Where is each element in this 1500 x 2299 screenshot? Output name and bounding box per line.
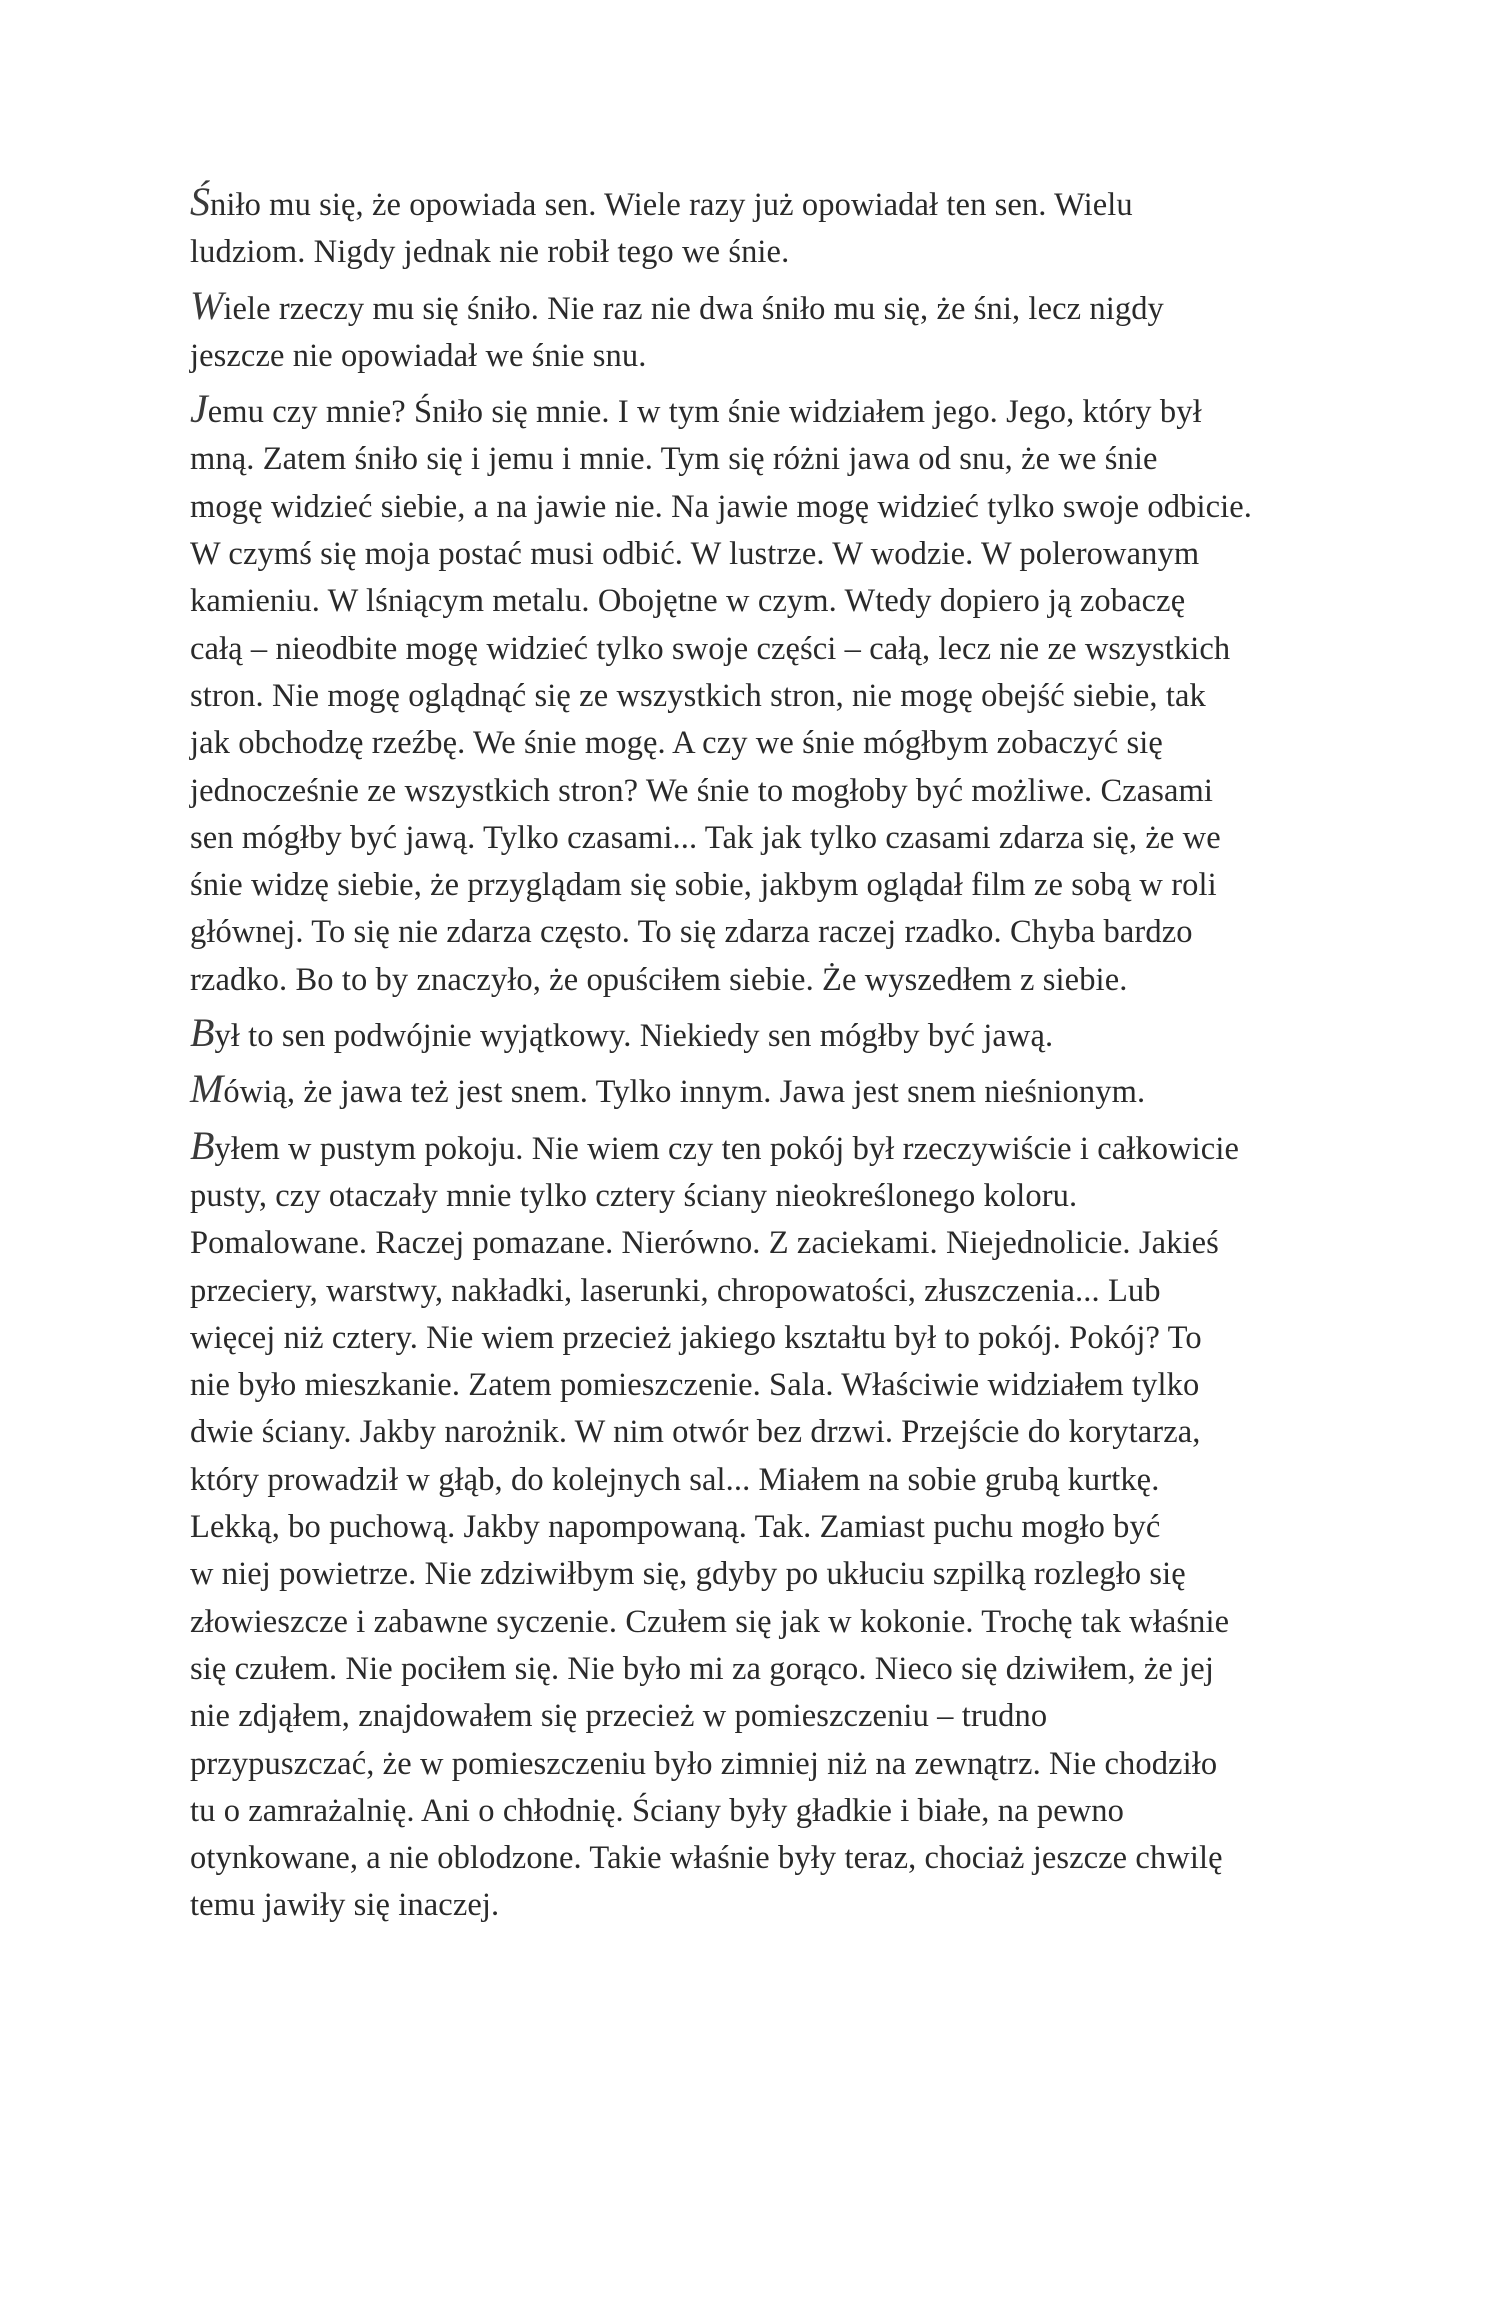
text-line [190, 1457, 1320, 1504]
text-line [190, 1220, 1320, 1267]
paragraph-initial: J [190, 386, 208, 432]
line-text: W czymś się moja postać musi odbić. W lustrze. W wodzie. W polerowanym [190, 536, 1200, 573]
text-line [190, 1599, 1320, 1646]
body-text [190, 178, 1320, 1935]
line-text: nie zdjąłem, znajdowałem się przecież w pomieszczeniu – trudno [190, 1698, 1048, 1735]
line-text: otynkowane, a nie oblodzone. Takie właśnie były teraz, chociaż jeszcze chwilę [190, 1840, 1223, 1877]
line-text: niło mu się, że opowiada sen. Wiele razy już opowiadał ten sen. Wielu [210, 187, 1133, 223]
paragraph-initial: Ś [190, 179, 210, 224]
text-line [190, 436, 1320, 483]
line-text: jednocześnie ze wszystkich stron? We śnie to mogłoby być możliwe. Czasami [190, 772, 1214, 809]
line-text: kamieniu. W lśniącym metalu. Obojętne w czym. Wtedy dopiero ją zobaczę [190, 583, 1186, 620]
text-line [190, 815, 1320, 862]
paragraph [190, 1065, 1320, 1116]
text-line [190, 1741, 1320, 1788]
line-text: temu jawiły się inaczej. [190, 1887, 500, 1924]
line-text: ludziom. Nigdy jednak nie robił tego we śnie. [190, 234, 790, 271]
line-text: w niej powietrze. Nie zdziwiłbym się, gdyby po ukłuciu szpilką rozległo się [190, 1556, 1186, 1593]
text-line [190, 1009, 1320, 1060]
line-text: więcej niż cztery. Nie wiem przecież jakiego kształtu był to pokój. Pokój? To [190, 1319, 1202, 1356]
text-line [190, 1551, 1320, 1598]
text-line [190, 1693, 1320, 1740]
text-line [190, 909, 1320, 956]
line-text: ówią, że jawa też jest snem. Tylko innym. Jawa jest snem nieśnionym. [223, 1074, 1146, 1111]
line-text: iele rzeczy mu się śniło. Nie raz nie dwa śniło mu się, że śni, lecz nigdy [223, 290, 1164, 327]
line-text: głównej. To się nie zdarza często. To się zdarza raczej rzadko. Chyba bardzo [190, 914, 1193, 951]
text-line [190, 1122, 1320, 1173]
text-line [190, 1065, 1320, 1116]
text-line [190, 484, 1320, 531]
text-line [190, 1409, 1320, 1456]
paragraph [190, 178, 1320, 277]
text-line [190, 957, 1320, 1004]
line-text: całą – nieodbite mogę widzieć tylko swoje części – całą, lecz nie ze wszystkich [190, 630, 1231, 667]
paragraph [190, 282, 1320, 381]
line-text: jak obchodzę rzeźbę. We śnie mogę. A czy we śnie mógłbym zobaczyć się [190, 725, 1163, 762]
line-text: się czułem. Nie pociłem się. Nie było mi za gorąco. Nieco się dziwiłem, że jej [190, 1650, 1214, 1687]
line-text: przypuszczać, że w pomieszczeniu było zimniej niż na zewnątrz. Nie chodziło [190, 1745, 1218, 1782]
text-line [190, 1646, 1320, 1693]
text-line [190, 531, 1320, 578]
paragraph [190, 1122, 1320, 1930]
text-line [190, 1504, 1320, 1551]
line-text: sen mógłby być jawą. Tylko czasami... Tak jak tylko czasami zdarza się, że we [190, 819, 1221, 856]
line-text: tu o zamrażalnię. Ani o chłodnię. Ściany były gładkie i białe, na pewno [190, 1792, 1124, 1829]
text-line [190, 720, 1320, 767]
text-line [190, 1882, 1320, 1929]
line-text: yłem w pustym pokoju. Nie wiem czy ten pokój był rzeczywiście i całkowicie [214, 1130, 1239, 1167]
text-line [190, 862, 1320, 909]
text-line [190, 385, 1320, 436]
line-text: ył to sen podwójnie wyjątkowy. Niekiedy sen mógłby być jawą. [214, 1018, 1054, 1055]
line-text: Pomalowane. Raczej pomazane. Nierówno. Z zaciekami. Niejednolicie. Jakieś [190, 1225, 1219, 1262]
line-text: mogę widzieć siebie, a na jawie nie. Na jawie mogę widzieć tylko swoje odbicie. [190, 488, 1252, 525]
line-text: przeciery, warstwy, nakładki, laserunki, chropowatości, złuszczenia... Lub [190, 1272, 1161, 1309]
line-text: który prowadził w głąb, do kolejnych sal... Miałem na sobie grubą kurtkę. [190, 1461, 1160, 1498]
text-line [190, 1268, 1320, 1315]
text-line [190, 229, 1320, 276]
paragraph [190, 385, 1320, 1004]
line-text: jeszcze nie opowiadał we śnie snu. [190, 337, 647, 374]
text-line [190, 333, 1320, 380]
line-text: dwie ściany. Jakby narożnik. W nim otwór bez drzwi. Przejście do korytarza, [190, 1414, 1201, 1451]
line-text: mną. Zatem śniło się i jemu i mnie. Tym się różni jawa od snu, że we śnie [190, 441, 1158, 478]
text-line [190, 626, 1320, 673]
line-text: śnie widzę siebie, że przyglądam się sobie, jakbym oglądał film ze sobą w roli [190, 867, 1217, 904]
text-line [190, 1315, 1320, 1362]
line-text: nie było mieszkanie. Zatem pomieszczenie. Sala. Właściwie widziałem tylko [190, 1367, 1200, 1404]
text-line [190, 1173, 1320, 1220]
paragraph-initial: B [190, 1010, 215, 1056]
line-text: emu czy mnie? Śniło się mnie. I w tym śnie widziałem jego. Jego, który był [207, 394, 1202, 431]
text-line [190, 1362, 1320, 1409]
paragraph-initial: W [190, 282, 224, 328]
line-text: złowieszcze i zabawne syczenie. Czułem się jak w kokonie. Trochę tak właśnie [190, 1603, 1230, 1640]
line-text: stron. Nie mogę oglądnąć się ze wszystkich stron, nie mogę obejść siebie, tak [190, 677, 1206, 714]
text-line [190, 578, 1320, 625]
line-text: rzadko. Bo to by znaczyło, że opuściłem siebie. Że wyszedłem z siebie. [190, 961, 1128, 998]
text-line [190, 1788, 1320, 1835]
paragraph [190, 1009, 1320, 1060]
line-text: Lekką, bo puchową. Jakby napompowaną. Tak. Zamiast puchu mogło być [190, 1509, 1161, 1546]
text-line [190, 673, 1320, 720]
text-line [190, 768, 1320, 815]
text-line [190, 1835, 1320, 1882]
text-line [190, 282, 1320, 333]
text-line [190, 178, 1320, 229]
paragraph-initial: M [190, 1066, 224, 1112]
paragraph-initial: B [190, 1122, 215, 1168]
line-text: pusty, czy otaczały mnie tylko cztery ściany nieokreślonego koloru. [190, 1177, 1078, 1214]
